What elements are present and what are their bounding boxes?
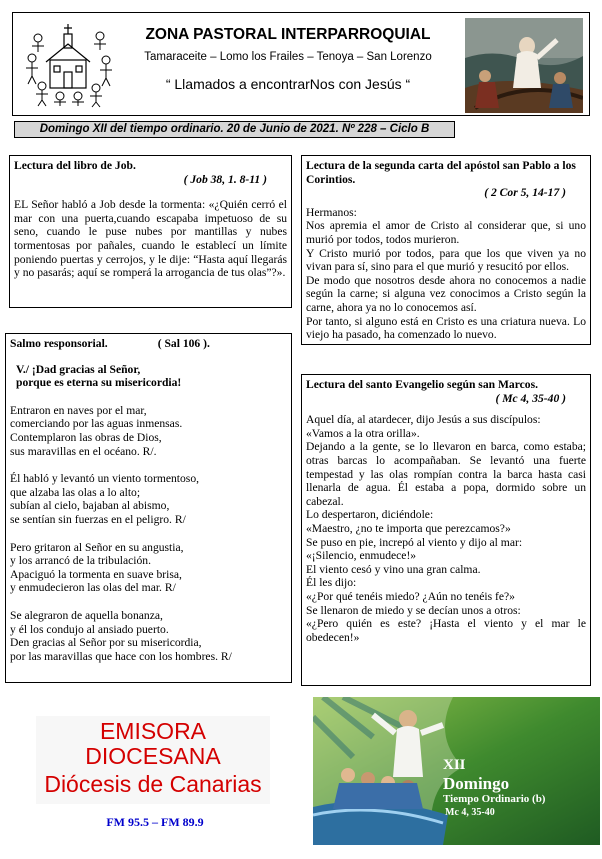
reading-line: «¡Silencio, enmudece!» [306,549,417,563]
radio-station-logo [36,716,270,804]
radio-line: DIOCESANA [85,743,221,769]
radio-line: EMISORA [99,718,207,744]
reading-line: El viento cesó y vino una gran calma. [306,562,481,576]
reading-line: «¿Pero quién es este? ¡Hasta el viento y el mar le obedecen!» [306,617,586,644]
radio-line: Diócesis de Canarias [44,771,262,797]
reading-line: «Vamos a la otra orilla». [306,426,420,440]
poster-line: Domingo [443,774,510,793]
psalm-verse: Contemplaron las obras de Dios, [10,430,162,444]
reading-reference: ( Mc 4, 35-40 ) [495,391,566,405]
reading-corinthians-box [301,155,591,345]
reading-line: Hermanos: [306,205,357,219]
psalm-verse: y él los condujo al ansiado puerto. [10,622,169,636]
psalm-verse: que alzaba las olas a lo alto; [10,485,141,499]
reading-line: Por tanto, si alguno está en Cristo es una criatura nueva. Lo viejo ha pasado, ha comenzado lo nuevo. [306,314,586,342]
reading-line: De modo que nosotros desde ahora no conocemos a nadie según la carne; si alguna vez conocimos a Cristo según la carne, ahora ya no lo conocemos así. [306,273,586,314]
psalm-verse: por las maravillas que hace con los hombres. R/ [10,649,232,663]
reading-line: Dejando a la gente, se lo llevaron en barca, como estaba; otras barcas lo acompañaban. Se levantó una fuerte tempestad y las olas rompían contra la barca hasta casi llenarla de agua. Él estaba a popa, dormido sobre un cabezal. [306,440,586,508]
psalm-verse: Apaciguó la tormenta en suave brisa, [10,567,182,581]
slogan: “ Llamados a encontrarNos con Jesús “ [165,76,411,92]
poster-line: Tiempo Ordinario (b) [443,793,546,805]
page-title: ZONA PASTORAL INTERPARROQUIAL [145,26,431,43]
reading-line: Se puso en pie, increpó al viento y dijo al mar: [306,535,523,549]
psalm-response: porque es eterna su misericordia! [16,376,182,390]
poster-line: XII [443,757,466,773]
reading-title: Lectura del libro de Job. [14,159,136,172]
radio-frequencies: FM 95.5 – FM 89.9 [106,815,204,829]
psalm-box [5,333,292,683]
reading-title: Lectura de la segunda carta del apóstol san Pablo a los Corintios. [306,159,576,186]
psalm-heading: Salmo responsorial. ( Sal 106 ). [10,337,210,350]
reading-line: Y Cristo murió por todos, para que los que viven ya no vivan para sí, sino para el que murió y resucitó por ellos. [306,246,586,274]
psalm-verse: sus maravillas en el océano. R/. [10,444,157,458]
psalm-verse: Se alegraron de aquella bonanza, [10,608,163,622]
psalm-verse: comerciando por las aguas inmensas. [10,417,183,431]
psalm-verse: Pero gritaron al Señor en su angustia, [10,540,184,554]
psalm-verse: Entraron en naves por el mar, [10,403,147,417]
reading-line: Él les dijo: [306,576,357,590]
jesus-calming-storm-photo [465,18,583,113]
reading-reference: ( 2 Cor 5, 14-17 ) [484,186,566,200]
dateline: Domingo XII del tiempo ordinario. 20 de Junio de 2021. Nº 228 – Ciclo B [14,121,455,138]
psalm-verse: Den gracias al Señor por su misericordia, [10,636,202,650]
reading-job-box [9,155,292,308]
reading-text: EL Señor habló a Job desde la tormenta: «¿Quién cerró el mar con una puerta,cuando escapaba impetuoso de su seno, cuando le puse nubes por mantillas y nubes tormentosas por pañales, cuando le establecí un límite poniendo puertas y cerrojos, y le dije: “Hasta aquí llegarás y no pasarás; aquí se romperá la arrogancia de tus olas”?». [14,198,287,280]
psalm-verse: y los arrancó de la tribulación. [10,554,152,568]
reading-line: Nos apremia el amor de Cristo al considerar que, si uno murió por todos, todos murieron. [306,219,586,246]
reading-line: «¿Por qué tenéis miedo? ¿Aún no tenéis fe?» [306,589,515,603]
reading-line: «Maestro, ¿no te importa que perezcamos?» [306,521,511,535]
poster-line: Mc 4, 35-40 [445,807,495,818]
reading-reference: ( Job 38, 1. 8-11 ) [183,172,267,186]
reading-line: Aquel día, al atardecer, dijo Jesús a sus discípulos: [306,413,541,427]
psalm-verse: subían al cielo, bajaban al abismo, [10,499,170,513]
psalm-verse: Él habló y levantó un viento tormentoso, [10,472,200,486]
parishes-subtitle: Tamaraceite – Lomo los Frailes – Tenoya – San Lorenzo [144,51,432,63]
poster-text [443,757,545,819]
reading-line: Lo despertaron, diciéndole: [306,508,434,522]
psalm-response: V./ ¡Dad gracias al Señor, [16,362,141,376]
gospel-box [301,374,591,686]
psalm-verse: y enmudecieron las olas del mar. R/ [10,581,176,595]
reading-title: Lectura del santo Evangelio según san Marcos. [306,378,538,391]
psalm-verse: se sentían sin fuerzas en el peligro. R/ [10,512,186,526]
children-church-drawing-icon [20,20,118,108]
reading-line: Se llenaron de miedo y se decían unos a otros: [306,603,521,617]
sunday-poster [313,697,600,845]
